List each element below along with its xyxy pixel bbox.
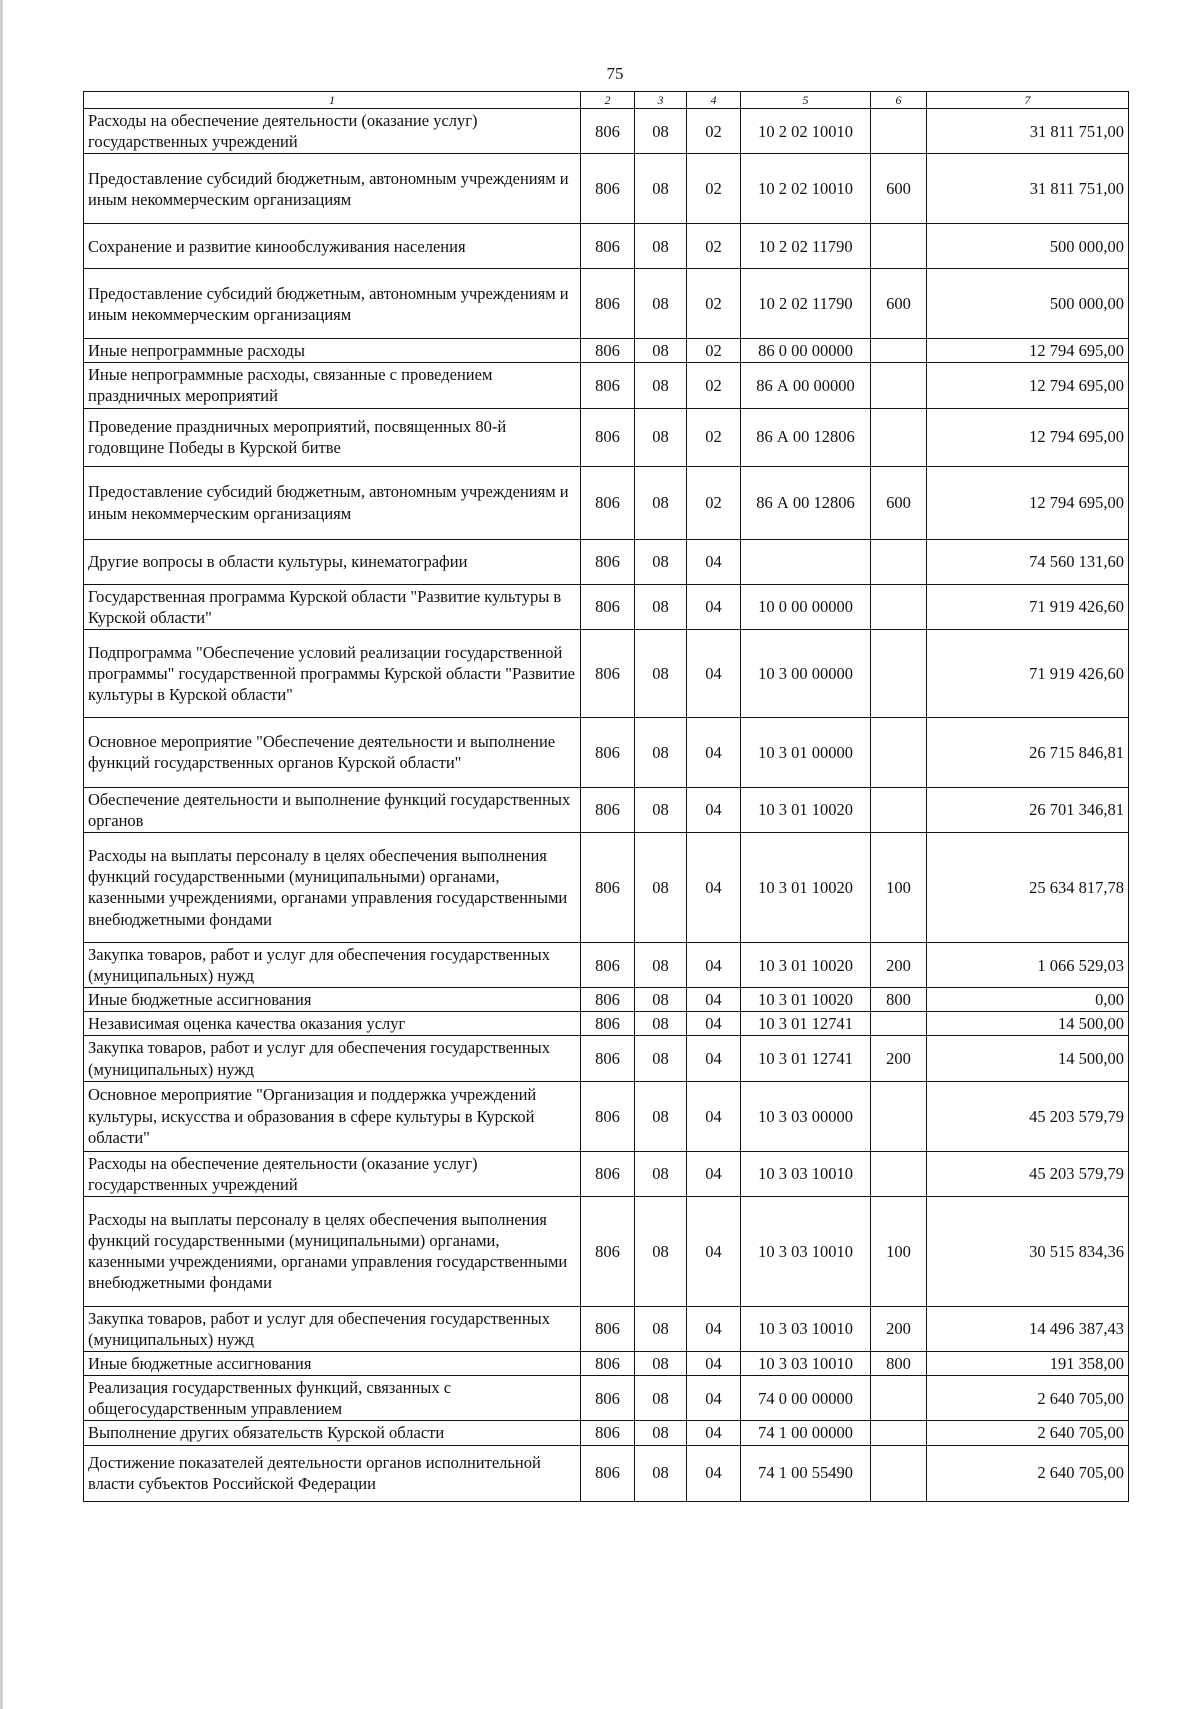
row-name: Расходы на обеспечение деятельности (оказание услуг) государственных учреждений (84, 1151, 581, 1196)
expense-type-code (871, 787, 927, 832)
target-article-code: 74 1 00 00000 (741, 1421, 871, 1445)
row-name: Иные непрограммные расходы, связанные с проведением праздничных мероприятий (84, 363, 581, 408)
expense-type-code (871, 1376, 927, 1421)
section-code: 08 (635, 832, 687, 942)
amount: 2 640 705,00 (927, 1445, 1129, 1501)
expense-type-code: 600 (871, 154, 927, 224)
grbs-code: 806 (581, 1151, 635, 1196)
table-row (84, 1306, 1129, 1351)
table-row (84, 154, 1129, 224)
table-row (84, 1445, 1129, 1501)
table-row (84, 269, 1129, 339)
grbs-code: 806 (581, 1036, 635, 1081)
amount: 71 919 426,60 (927, 629, 1129, 717)
amount: 30 515 834,36 (927, 1196, 1129, 1306)
section-code: 08 (635, 584, 687, 629)
section-code: 08 (635, 1352, 687, 1376)
target-article-code: 10 3 01 12741 (741, 1036, 871, 1081)
table-row (84, 339, 1129, 363)
table-row (84, 629, 1129, 717)
table-row (84, 1012, 1129, 1036)
expense-type-code (871, 717, 927, 787)
grbs-code: 806 (581, 363, 635, 408)
section-code: 08 (635, 717, 687, 787)
target-article-code: 10 3 03 10010 (741, 1306, 871, 1351)
expense-type-code (871, 539, 927, 584)
expense-type-code (871, 584, 927, 629)
row-name: Предоставление субсидий бюджетным, автономным учреждениям и иным некоммерческим организациям (84, 269, 581, 339)
amount: 2 640 705,00 (927, 1421, 1129, 1445)
expense-type-code (871, 408, 927, 466)
column-number: 5 (741, 92, 871, 109)
table-row (84, 717, 1129, 787)
grbs-code: 806 (581, 832, 635, 942)
grbs-code: 806 (581, 1421, 635, 1445)
target-article-code: 86 А 00 12806 (741, 408, 871, 466)
scan-edge (0, 0, 3, 1709)
row-name: Другие вопросы в области культуры, кинематографии (84, 539, 581, 584)
subsection-code: 04 (687, 1012, 741, 1036)
section-code: 08 (635, 1421, 687, 1445)
section-code: 08 (635, 363, 687, 408)
row-name: Основное мероприятие "Обеспечение деятельности и выполнение функций государственных органов Курской области" (84, 717, 581, 787)
table-row (84, 942, 1129, 987)
subsection-code: 04 (687, 1421, 741, 1445)
expense-type-code: 600 (871, 269, 927, 339)
row-name: Сохранение и развитие кинообслуживания населения (84, 224, 581, 269)
subsection-code: 04 (687, 1036, 741, 1081)
table-row (84, 1376, 1129, 1421)
column-number: 4 (687, 92, 741, 109)
grbs-code: 806 (581, 1352, 635, 1376)
table-row (84, 224, 1129, 269)
row-name: Государственная программа Курской области "Развитие культуры в Курской области" (84, 584, 581, 629)
expense-type-code: 200 (871, 1036, 927, 1081)
expense-type-code (871, 1421, 927, 1445)
grbs-code: 806 (581, 408, 635, 466)
section-code: 08 (635, 109, 687, 154)
section-code: 08 (635, 269, 687, 339)
table-row (84, 109, 1129, 154)
amount: 191 358,00 (927, 1352, 1129, 1376)
target-article-code: 74 1 00 55490 (741, 1445, 871, 1501)
target-article-code: 10 2 02 11790 (741, 269, 871, 339)
column-number: 1 (84, 92, 581, 109)
grbs-code: 806 (581, 466, 635, 539)
amount: 45 203 579,79 (927, 1081, 1129, 1151)
column-number-row (84, 92, 1129, 109)
section-code: 08 (635, 1151, 687, 1196)
subsection-code: 04 (687, 1196, 741, 1306)
target-article-code: 10 3 01 10020 (741, 832, 871, 942)
row-name: Проведение праздничных мероприятий, посвященных 80-й годовщине Победы в Курской битве (84, 408, 581, 466)
row-name: Выполнение других обязательств Курской области (84, 1421, 581, 1445)
table-row (84, 832, 1129, 942)
amount: 0,00 (927, 988, 1129, 1012)
target-article-code: 10 3 01 10020 (741, 942, 871, 987)
table-row (84, 1196, 1129, 1306)
target-article-code: 10 2 02 10010 (741, 154, 871, 224)
expense-type-code: 800 (871, 1352, 927, 1376)
target-article-code: 10 3 03 00000 (741, 1081, 871, 1151)
table-row (84, 988, 1129, 1012)
row-name: Расходы на выплаты персоналу в целях обеспечения выполнения функций государственными (муниципальными) органами, казенными учреждениями, органами управления государственными внебюджетными фондами (84, 1196, 581, 1306)
row-name: Расходы на обеспечение деятельности (оказание услуг) государственных учреждений (84, 109, 581, 154)
target-article-code: 10 3 01 12741 (741, 1012, 871, 1036)
expense-type-code (871, 1445, 927, 1501)
subsection-code: 02 (687, 466, 741, 539)
subsection-code: 04 (687, 787, 741, 832)
amount: 2 640 705,00 (927, 1376, 1129, 1421)
subsection-code: 02 (687, 224, 741, 269)
budget-table (83, 91, 1129, 1502)
grbs-code: 806 (581, 339, 635, 363)
subsection-code: 04 (687, 988, 741, 1012)
subsection-code: 04 (687, 717, 741, 787)
target-article-code (741, 539, 871, 584)
subsection-code: 02 (687, 408, 741, 466)
row-name: Иные бюджетные ассигнования (84, 1352, 581, 1376)
amount: 500 000,00 (927, 224, 1129, 269)
table-row (84, 363, 1129, 408)
section-code: 08 (635, 1445, 687, 1501)
expense-type-code: 200 (871, 942, 927, 987)
table-row (84, 1151, 1129, 1196)
row-name: Расходы на выплаты персоналу в целях обеспечения выполнения функций государственными (муниципальными) органами, казенными учреждениями, органами управления государственными внебюджетными фондами (84, 832, 581, 942)
amount: 31 811 751,00 (927, 109, 1129, 154)
amount: 14 496 387,43 (927, 1306, 1129, 1351)
table-row (84, 787, 1129, 832)
amount: 500 000,00 (927, 269, 1129, 339)
expense-type-code (871, 1081, 927, 1151)
amount: 1 066 529,03 (927, 942, 1129, 987)
grbs-code: 806 (581, 584, 635, 629)
subsection-code: 04 (687, 1352, 741, 1376)
amount: 25 634 817,78 (927, 832, 1129, 942)
row-name: Предоставление субсидий бюджетным, автономным учреждениям и иным некоммерческим организациям (84, 154, 581, 224)
section-code: 08 (635, 629, 687, 717)
grbs-code: 806 (581, 629, 635, 717)
subsection-code: 04 (687, 1376, 741, 1421)
row-name: Достижение показателей деятельности органов исполнительной власти субъектов Российской Федерации (84, 1445, 581, 1501)
column-number: 6 (871, 92, 927, 109)
amount: 26 701 346,81 (927, 787, 1129, 832)
amount: 14 500,00 (927, 1036, 1129, 1081)
amount: 12 794 695,00 (927, 339, 1129, 363)
target-article-code: 10 3 03 10010 (741, 1352, 871, 1376)
subsection-code: 02 (687, 363, 741, 408)
section-code: 08 (635, 539, 687, 584)
row-name: Реализация государственных функций, связанных с общегосударственным управлением (84, 1376, 581, 1421)
target-article-code: 86 А 00 00000 (741, 363, 871, 408)
target-article-code: 74 0 00 00000 (741, 1376, 871, 1421)
row-name: Закупка товаров, работ и услуг для обеспечения государственных (муниципальных) нужд (84, 942, 581, 987)
section-code: 08 (635, 942, 687, 987)
section-code: 08 (635, 224, 687, 269)
row-name: Иные непрограммные расходы (84, 339, 581, 363)
section-code: 08 (635, 339, 687, 363)
row-name: Обеспечение деятельности и выполнение функций государственных органов (84, 787, 581, 832)
grbs-code: 806 (581, 224, 635, 269)
subsection-code: 02 (687, 154, 741, 224)
expense-type-code: 800 (871, 988, 927, 1012)
section-code: 08 (635, 466, 687, 539)
table-row (84, 584, 1129, 629)
target-article-code: 10 2 02 11790 (741, 224, 871, 269)
section-code: 08 (635, 988, 687, 1012)
subsection-code: 04 (687, 1081, 741, 1151)
subsection-code: 04 (687, 584, 741, 629)
section-code: 08 (635, 1081, 687, 1151)
row-name: Предоставление субсидий бюджетным, автономным учреждениям и иным некоммерческим организациям (84, 466, 581, 539)
grbs-code: 806 (581, 988, 635, 1012)
target-article-code: 10 3 01 10020 (741, 988, 871, 1012)
target-article-code: 86 А 00 12806 (741, 466, 871, 539)
subsection-code: 04 (687, 629, 741, 717)
page-number: 75 (606, 64, 624, 83)
amount: 12 794 695,00 (927, 466, 1129, 539)
expense-type-code (871, 339, 927, 363)
target-article-code: 10 2 02 10010 (741, 109, 871, 154)
expense-type-code (871, 224, 927, 269)
expense-type-code: 100 (871, 1196, 927, 1306)
row-name: Подпрограмма "Обеспечение условий реализации государственной программы" государственной программы Курской области "Развитие культуры в Курской области" (84, 629, 581, 717)
grbs-code: 806 (581, 1445, 635, 1501)
grbs-code: 806 (581, 154, 635, 224)
amount: 12 794 695,00 (927, 363, 1129, 408)
section-code: 08 (635, 1376, 687, 1421)
expense-type-code (871, 363, 927, 408)
section-code: 08 (635, 154, 687, 224)
table-row (84, 466, 1129, 539)
grbs-code: 806 (581, 539, 635, 584)
subsection-code: 04 (687, 1445, 741, 1501)
expense-type-code: 600 (871, 466, 927, 539)
row-name: Иные бюджетные ассигнования (84, 988, 581, 1012)
target-article-code: 10 3 03 10010 (741, 1196, 871, 1306)
amount: 12 794 695,00 (927, 408, 1129, 466)
column-number: 3 (635, 92, 687, 109)
subsection-code: 02 (687, 269, 741, 339)
grbs-code: 806 (581, 269, 635, 339)
section-code: 08 (635, 408, 687, 466)
section-code: 08 (635, 787, 687, 832)
table-row (84, 1352, 1129, 1376)
grbs-code: 806 (581, 942, 635, 987)
row-name: Закупка товаров, работ и услуг для обеспечения государственных (муниципальных) нужд (84, 1036, 581, 1081)
section-code: 08 (635, 1036, 687, 1081)
amount: 14 500,00 (927, 1012, 1129, 1036)
amount: 74 560 131,60 (927, 539, 1129, 584)
grbs-code: 806 (581, 1012, 635, 1036)
subsection-code: 04 (687, 1151, 741, 1196)
subsection-code: 02 (687, 339, 741, 363)
column-number: 2 (581, 92, 635, 109)
grbs-code: 806 (581, 787, 635, 832)
target-article-code: 10 3 01 00000 (741, 717, 871, 787)
amount: 31 811 751,00 (927, 154, 1129, 224)
table-row (84, 1421, 1129, 1445)
expense-type-code (871, 629, 927, 717)
expense-type-code: 200 (871, 1306, 927, 1351)
section-code: 08 (635, 1012, 687, 1036)
subsection-code: 02 (687, 109, 741, 154)
row-name: Независимая оценка качества оказания услуг (84, 1012, 581, 1036)
target-article-code: 10 3 01 10020 (741, 787, 871, 832)
amount: 26 715 846,81 (927, 717, 1129, 787)
subsection-code: 04 (687, 832, 741, 942)
subsection-code: 04 (687, 942, 741, 987)
expense-type-code (871, 1012, 927, 1036)
section-code: 08 (635, 1306, 687, 1351)
amount: 45 203 579,79 (927, 1151, 1129, 1196)
subsection-code: 04 (687, 539, 741, 584)
amount: 71 919 426,60 (927, 584, 1129, 629)
grbs-code: 806 (581, 1306, 635, 1351)
column-number: 7 (927, 92, 1129, 109)
grbs-code: 806 (581, 1081, 635, 1151)
target-article-code: 10 3 00 00000 (741, 629, 871, 717)
table-row (84, 1036, 1129, 1081)
grbs-code: 806 (581, 109, 635, 154)
table-row (84, 1081, 1129, 1151)
row-name: Закупка товаров, работ и услуг для обеспечения государственных (муниципальных) нужд (84, 1306, 581, 1351)
subsection-code: 04 (687, 1306, 741, 1351)
expense-type-code: 100 (871, 832, 927, 942)
table-row (84, 539, 1129, 584)
target-article-code: 86 0 00 00000 (741, 339, 871, 363)
table-row (84, 408, 1129, 466)
row-name: Основное мероприятие "Организация и поддержка учреждений культуры, искусства и образования в сфере культуры в Курской области" (84, 1081, 581, 1151)
grbs-code: 806 (581, 1376, 635, 1421)
grbs-code: 806 (581, 717, 635, 787)
grbs-code: 806 (581, 1196, 635, 1306)
section-code: 08 (635, 1196, 687, 1306)
target-article-code: 10 3 03 10010 (741, 1151, 871, 1196)
expense-type-code (871, 1151, 927, 1196)
target-article-code: 10 0 00 00000 (741, 584, 871, 629)
expense-type-code (871, 109, 927, 154)
